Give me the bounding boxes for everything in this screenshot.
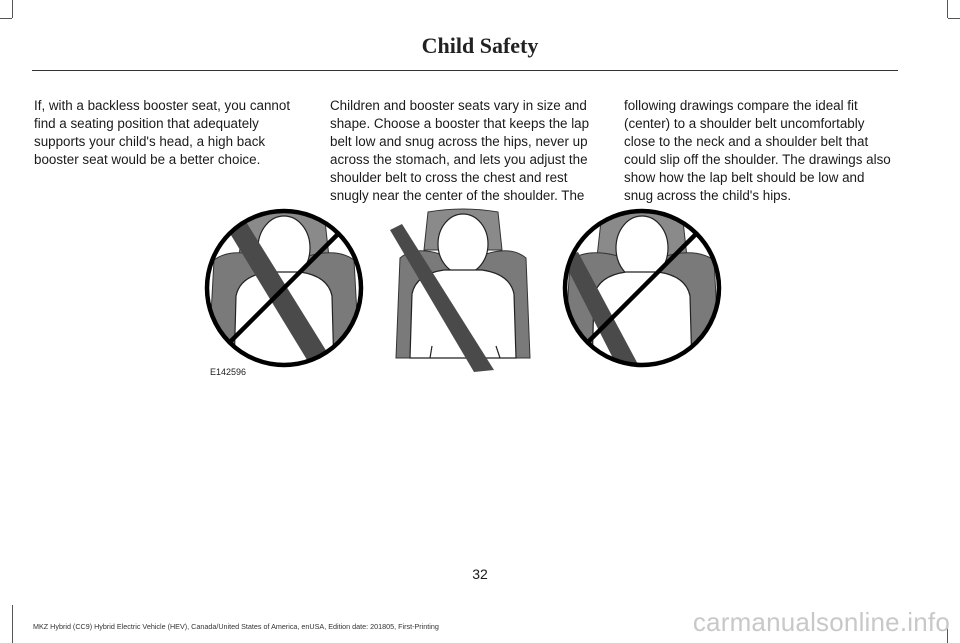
crop-mark: [0, 18, 12, 19]
text-column-3: following drawings compare the ideal fit (center) to a shoulder belt uncomfortably close to the neck and a shoulder belt that could slip off the shoulder. The drawings also show how the lap belt should be low and snug across the child's hips.: [624, 98, 891, 203]
panel-incorrect-off-shoulder: [558, 200, 730, 378]
footer-edition-text: MKZ Hybrid (CC9) Hybrid Electric Vehicle (HEV), Canada/United States of America, enUSA, Edition date: 201805, First-Printing: [33, 622, 439, 631]
page-title: Child Safety: [421, 33, 539, 58]
figure-code: E142596: [210, 367, 247, 377]
panel-incorrect-neck: [200, 200, 370, 378]
panel-correct-fit: [390, 209, 530, 372]
page-number: 32: [472, 566, 488, 582]
watermark: carmanualsonline.info: [692, 607, 950, 637]
text-column-1: If, with a backless booster seat, you cannot find a seating position that adequately supports your child's head, a high back booster seat would be a better choice.: [34, 98, 291, 167]
crop-mark: [947, 0, 948, 18]
crop-mark: [12, 605, 13, 643]
crop-mark: [12, 0, 13, 18]
child-head-shape: [438, 214, 488, 274]
text-column-2: Children and booster seats vary in size and shape. Choose a booster that keeps the lap belt low and snug across the hips, never up across the stomach, and lets you adjust the shoulder belt to cross the chest and rest snugly near the center of the shoulder. The: [330, 98, 590, 203]
seatbelt-fit-illustration: [200, 200, 730, 378]
crop-mark: [948, 18, 960, 19]
header-rule: [32, 70, 898, 71]
